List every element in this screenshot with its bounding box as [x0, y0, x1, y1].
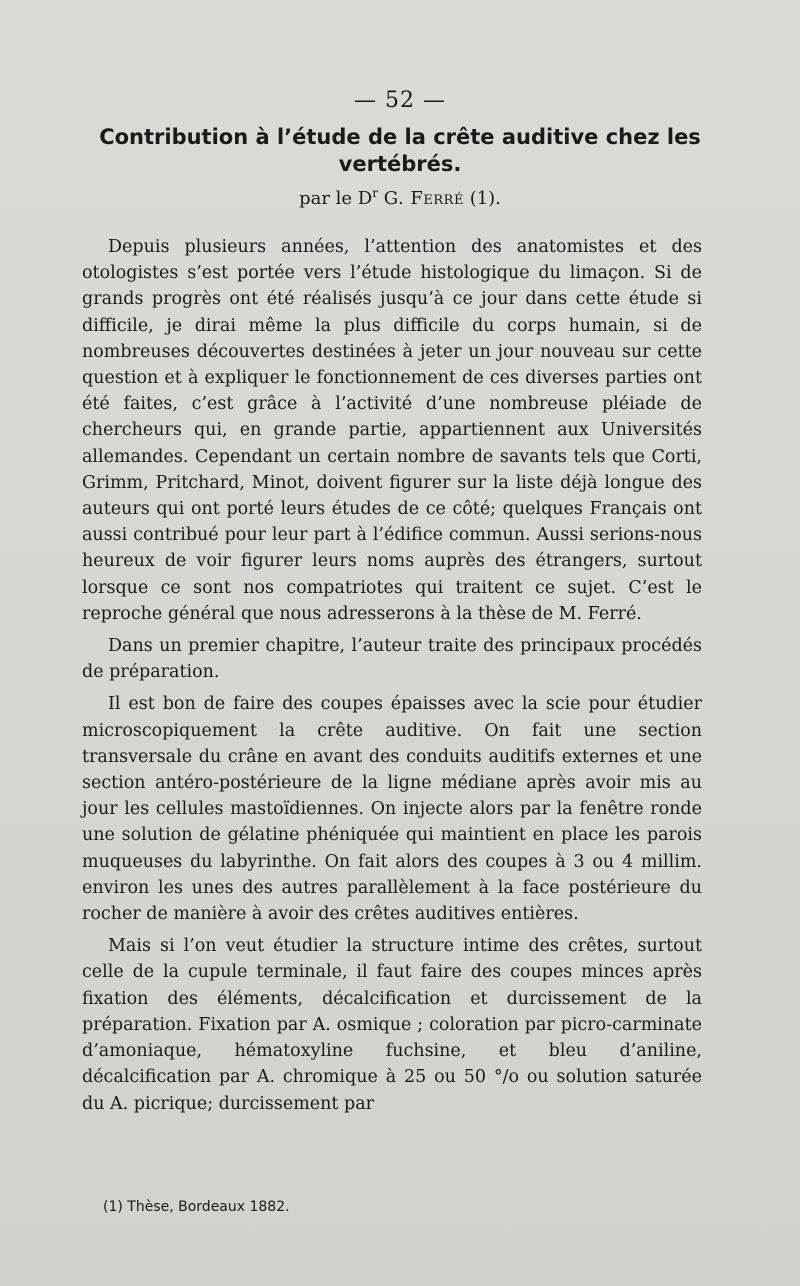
footnote-reference: (1).: [469, 188, 501, 209]
author-name: G. Ferré: [383, 188, 464, 209]
paragraph: Dans un premier chapitre, l’auteur traite des principaux procédés de préparation.: [82, 636, 702, 683]
paragraph: Mais si l’on veut étudier la structure intime des crêtes, surtout celle de la cupule terminale, il faut faire des coupes minces après fixation des éléments, décalcification et durcissement de la préparation. Fixation par A. osmique ; coloration par picro-carminate d’amoniaque, hématoxyline fuchsine, et bleu d’aniline, décalcification par A. chromique à 25 ou 50 °/o ou solution saturée du A. picrique; durcissement par: [82, 936, 702, 1114]
paragraph: Depuis plusieurs années, l’attention des anatomistes et des otologistes s’est portée vers l’étude histologique du limaçon. Si de grands progrès ont été réalisés jusqu’à ce jour dans cette étude si difficile, je dirai même la plus difficile du corps humain, si de nombreuses découvertes destinées à jeter un jour nouveau sur cette question et à expliquer le fonctionnement de ces diverses parties ont été faites, c’est grâce à l’activité d’une nombreuse pléiade de chercheurs qui, en grande partie, appartiennent aux Universités allemandes. Cependant un certain nombre de savants tels que Corti, Grimm, Pritchard, Minot, doivent figurer sur la liste déjà longue des auteurs qui ont porté leurs études de ce côté; quelques Français ont aussi contribué pour leur part à l’édifice commun. Aussi serions-nous heureux de voir figurer leurs noms auprès des étrangers, surtout lorsque ce sont nos compatriotes qui traitent ce sujet. C’est le reproche général que nous adresserons à la thèse de M. Ferré.: [82, 237, 702, 624]
article-title: Contribution à l’étude de la crête auditive chez les vertébrés.: [99, 125, 701, 176]
page-number: — 52 —: [354, 88, 446, 113]
footnote: (1) Thèse, Bordeaux 1882.: [103, 1199, 290, 1215]
body-text: [82, 234, 702, 1123]
byline: [0, 186, 800, 209]
byline-prefix: par le D: [299, 188, 373, 209]
paragraph: Il est bon de faire des coupes épaisses avec la scie pour étudier microscopiquement la crête auditive. On fait une section transversale du crâne en avant des conduits auditifs externes et une section antéro-postérieure de la ligne médiane après avoir mis au jour les cellules mastoïdiennes. On injecte alors par la fenêtre ronde une solution de gélatine phéniquée qui maintient en place les parois muqueuses du labyrinthe. On fait alors des coupes à 3 ou 4 millim. environ les unes des autres parallèlement à la face postérieure du rocher de manière à avoir des crêtes auditives entières.: [82, 694, 702, 925]
byline-superscript: r: [372, 186, 378, 200]
